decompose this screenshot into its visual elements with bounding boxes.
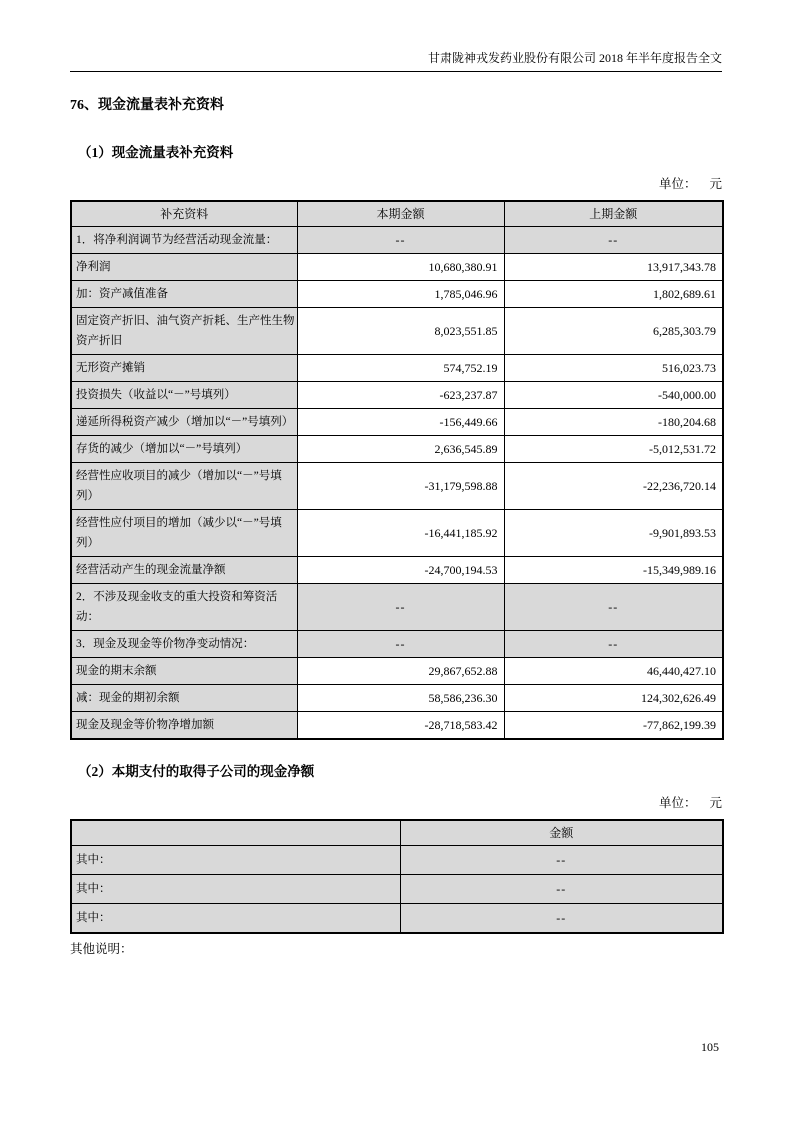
row-label-cell: 投资损失（收益以“－”号填列）: [71, 382, 297, 409]
table-row: [71, 557, 723, 584]
table-header-row: [71, 820, 723, 846]
row-label-cell: 1．将净利润调节为经营活动现金流量：: [71, 227, 297, 254]
row-label-cell: 经营性应付项目的增加（减少以“－”号填列）: [71, 510, 297, 557]
current-amount-cell: 58,586,236.30: [297, 685, 504, 712]
current-amount-cell: -31,179,598.88: [297, 463, 504, 510]
prior-amount-cell: 516,023.73: [504, 355, 723, 382]
prior-amount-cell: -15,349,989.16: [504, 557, 723, 584]
table-row: [71, 308, 723, 355]
current-amount-cell: -24,700,194.53: [297, 557, 504, 584]
table-row: [71, 875, 723, 904]
section-title: 76、现金流量表补充资料: [70, 98, 224, 113]
current-amount-cell: --: [297, 584, 504, 631]
column-header-supplement-info: 补充资料: [71, 201, 297, 227]
table-row: [71, 658, 723, 685]
prior-amount-cell: --: [504, 584, 723, 631]
row-label-cell: 其中：: [71, 904, 400, 934]
current-amount-cell: 574,752.19: [297, 355, 504, 382]
prior-amount-cell: --: [504, 631, 723, 658]
prior-amount-cell: -5,012,531.72: [504, 436, 723, 463]
current-amount-cell: 29,867,652.88: [297, 658, 504, 685]
unit-label: 单位：: [658, 177, 697, 191]
table-row: [71, 281, 723, 308]
row-label-cell: 现金及现金等价物净增加额: [71, 712, 297, 740]
unit-value: 元: [709, 796, 722, 810]
table-row: [71, 254, 723, 281]
prior-amount-cell: -540,000.00: [504, 382, 723, 409]
table-header-row: [71, 201, 723, 227]
row-label-cell: 其中：: [71, 846, 400, 875]
column-header-amount: 金额: [400, 820, 723, 846]
row-label-cell: 3．现金及现金等价物净变动情况：: [71, 631, 297, 658]
prior-amount-cell: 1,802,689.61: [504, 281, 723, 308]
table-row: [71, 631, 723, 658]
prior-amount-cell: 6,285,303.79: [504, 308, 723, 355]
report-header: [70, 0, 722, 72]
table-row: [71, 382, 723, 409]
table-row: [71, 685, 723, 712]
table-row: [71, 463, 723, 510]
row-label-cell: 减：现金的期初余额: [71, 685, 297, 712]
page-number: 105: [701, 1040, 719, 1054]
amount-cell: --: [400, 875, 723, 904]
current-amount-cell: -156,449.66: [297, 409, 504, 436]
table-row: [71, 846, 723, 875]
row-label-cell: 其中：: [71, 875, 400, 904]
current-amount-cell: 10,680,380.91: [297, 254, 504, 281]
unit-note-1: [70, 176, 722, 192]
prior-amount-cell: -180,204.68: [504, 409, 723, 436]
row-label-cell: 存货的减少（增加以“－”号填列）: [71, 436, 297, 463]
table-row: [71, 904, 723, 934]
amount-cell: --: [400, 904, 723, 934]
prior-amount-cell: 124,302,626.49: [504, 685, 723, 712]
prior-amount-cell: 46,440,427.10: [504, 658, 723, 685]
subsection-1-title: （1）现金流量表补充资料: [78, 145, 234, 160]
table-row: [71, 712, 723, 740]
table-row: [71, 510, 723, 557]
column-header-prior-amount: 上期金额: [504, 201, 723, 227]
table-row: [71, 355, 723, 382]
current-amount-cell: 2,636,545.89: [297, 436, 504, 463]
row-label-cell: 加：资产减值准备: [71, 281, 297, 308]
table-row: [71, 409, 723, 436]
unit-value: 元: [709, 177, 722, 191]
subsection-2-title: （2）本期支付的取得子公司的现金净额: [78, 764, 315, 779]
report-header-text: 甘肃陇神戎发药业股份有限公司 2018 年半年度报告全文: [427, 51, 722, 65]
cash-flow-supplement-table: [70, 200, 724, 740]
table-row: [71, 227, 723, 254]
column-header-blank: [71, 820, 400, 846]
current-amount-cell: 1,785,046.96: [297, 281, 504, 308]
current-amount-cell: --: [297, 631, 504, 658]
prior-amount-cell: --: [504, 227, 723, 254]
other-note-label: 其他说明：: [70, 942, 133, 956]
row-label-cell: 2．不涉及现金收支的重大投资和筹资活动：: [71, 584, 297, 631]
column-header-current-amount: 本期金额: [297, 201, 504, 227]
row-label-cell: 递延所得税资产减少（增加以“－”号填列）: [71, 409, 297, 436]
current-amount-cell: --: [297, 227, 504, 254]
amount-cell: --: [400, 846, 723, 875]
prior-amount-cell: -77,862,199.39: [504, 712, 723, 740]
prior-amount-cell: -22,236,720.14: [504, 463, 723, 510]
table-row: [71, 436, 723, 463]
current-amount-cell: -16,441,185.92: [297, 510, 504, 557]
current-amount-cell: 8,023,551.85: [297, 308, 504, 355]
prior-amount-cell: -9,901,893.53: [504, 510, 723, 557]
row-label-cell: 固定资产折旧、油气资产折耗、生产性生物资产折旧: [71, 308, 297, 355]
table-row: [71, 584, 723, 631]
unit-note-2: [70, 795, 722, 811]
subsidiary-cash-table: [70, 819, 724, 934]
row-label-cell: 经营活动产生的现金流量净额: [71, 557, 297, 584]
prior-amount-cell: 13,917,343.78: [504, 254, 723, 281]
current-amount-cell: -28,718,583.42: [297, 712, 504, 740]
row-label-cell: 无形资产摊销: [71, 355, 297, 382]
row-label-cell: 净利润: [71, 254, 297, 281]
row-label-cell: 经营性应收项目的减少（增加以“－”号填列）: [71, 463, 297, 510]
current-amount-cell: -623,237.87: [297, 382, 504, 409]
row-label-cell: 现金的期末余额: [71, 658, 297, 685]
unit-label: 单位：: [658, 796, 697, 810]
